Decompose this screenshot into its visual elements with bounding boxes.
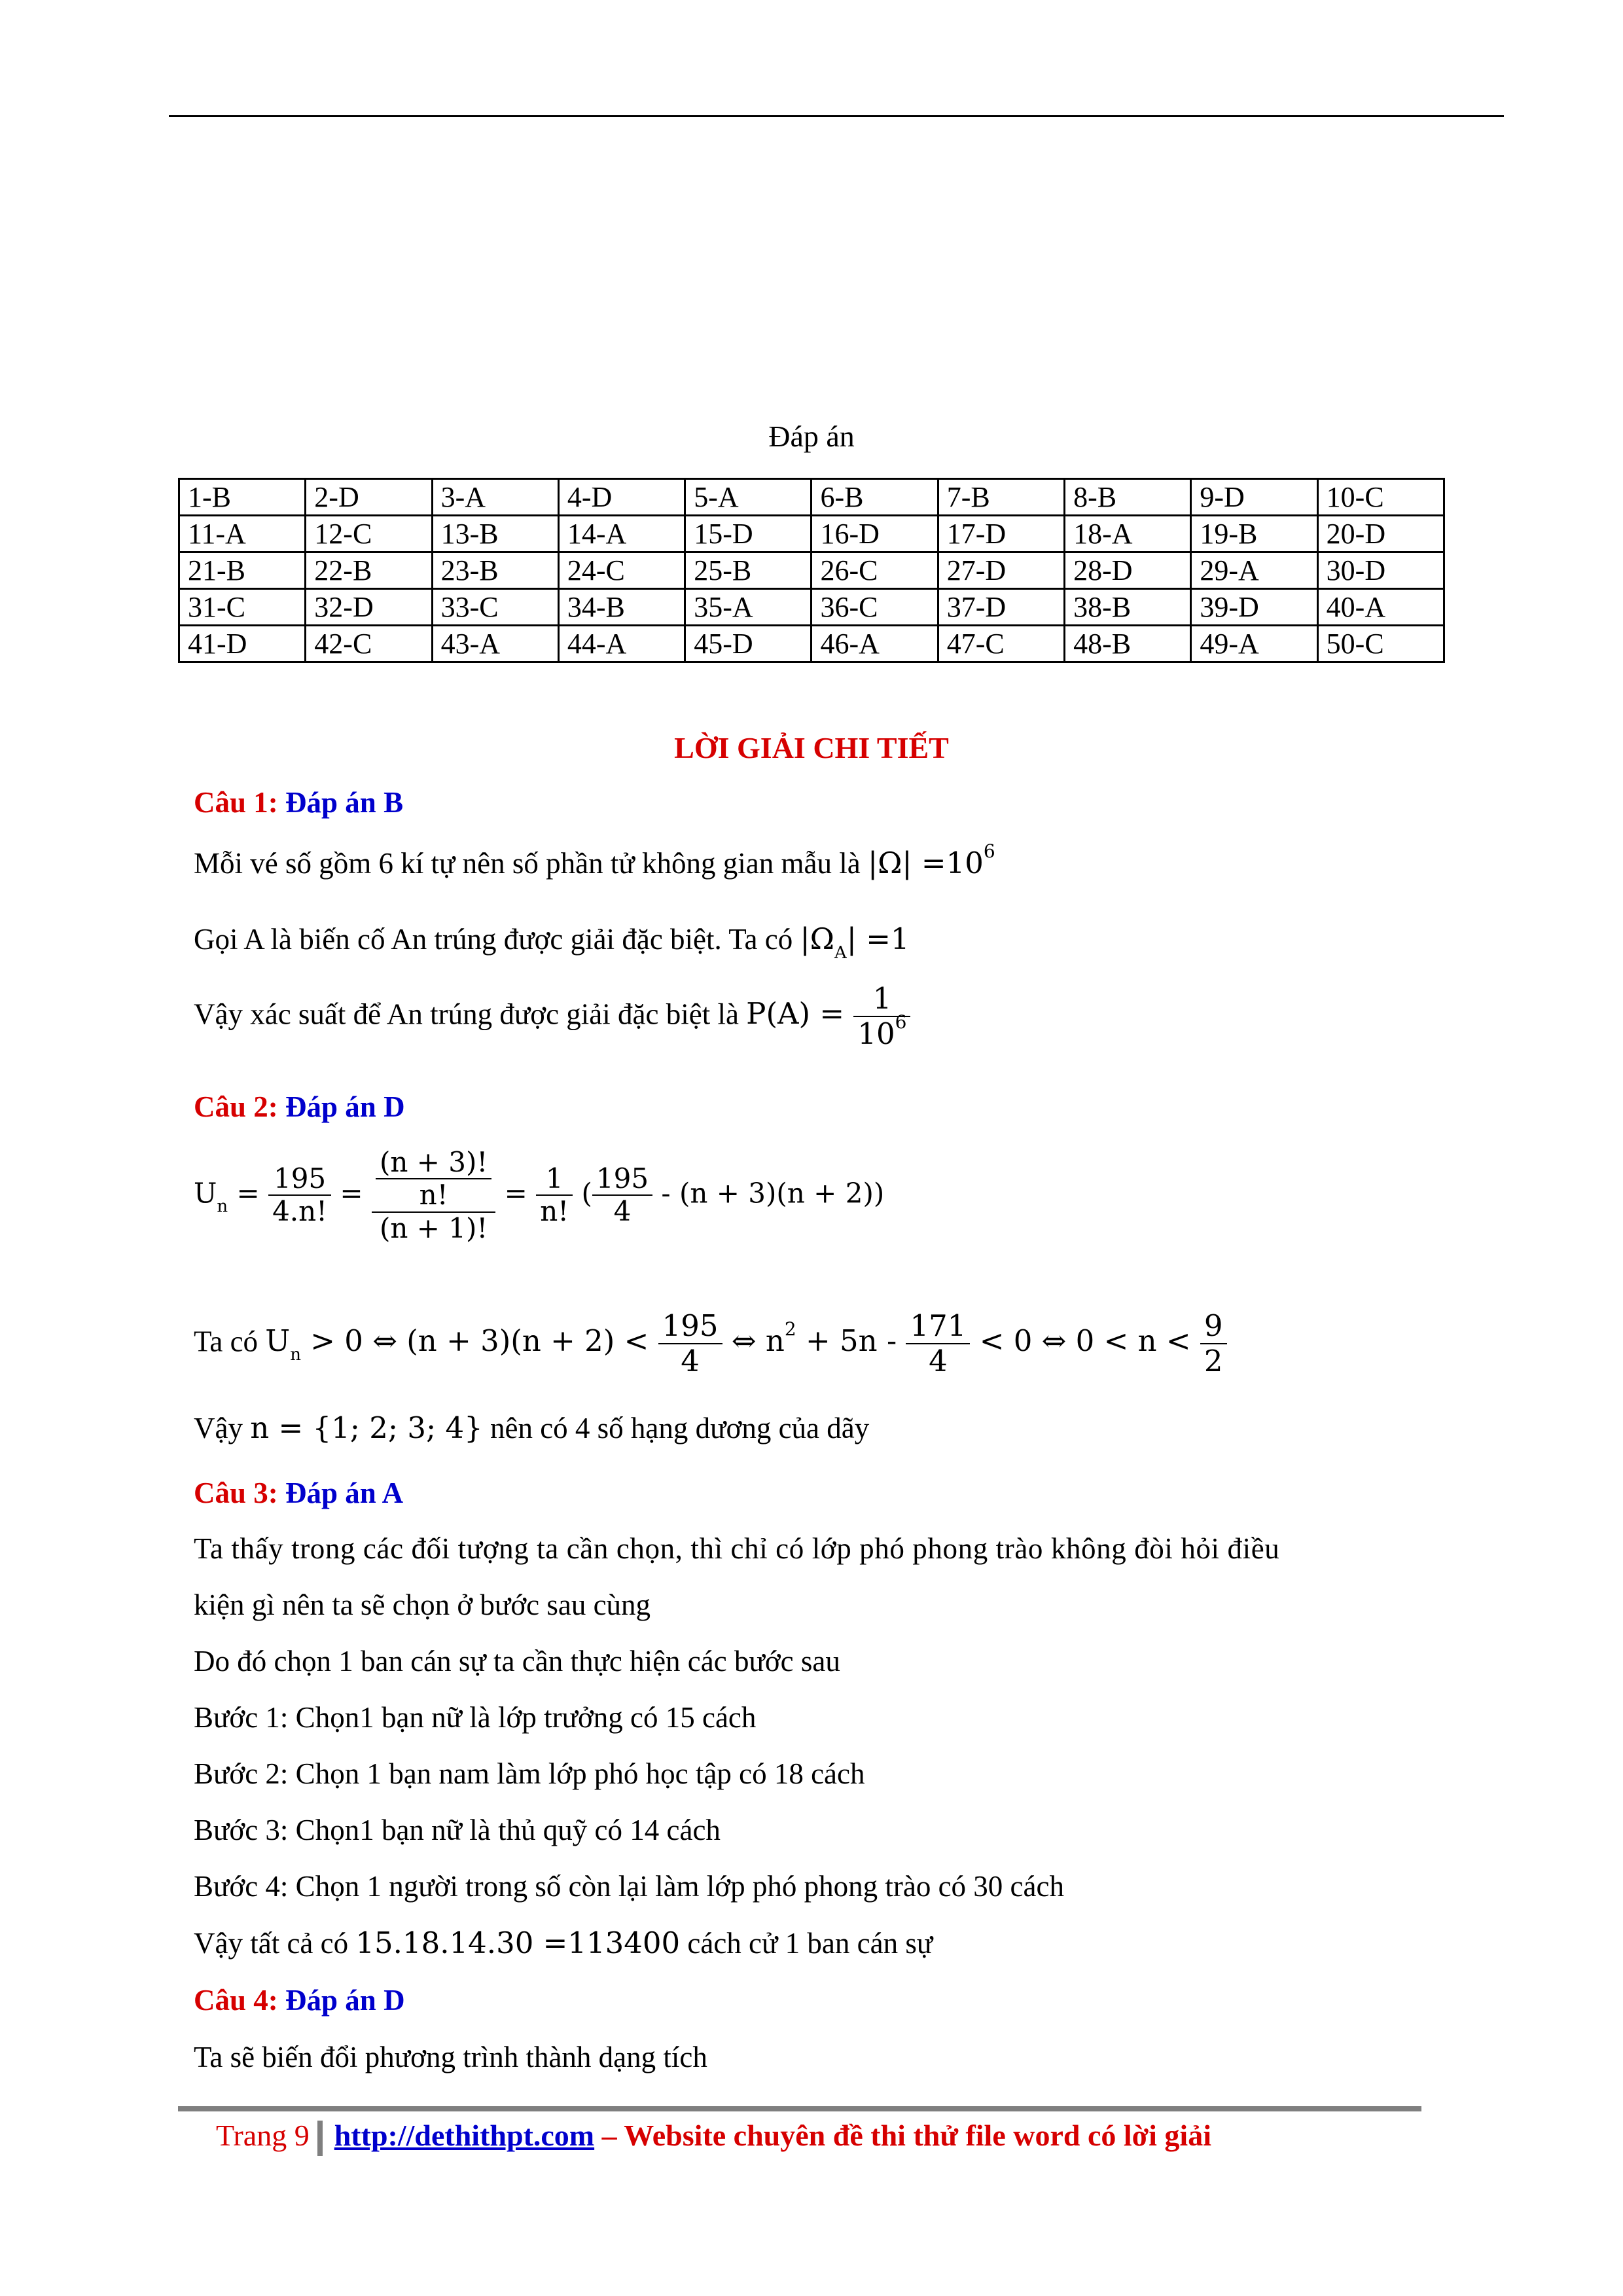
answer-cell: 23-B <box>432 552 558 589</box>
answer-cell: 3-A <box>432 479 558 516</box>
website-link[interactable]: http://dethithpt.com <box>334 2119 595 2152</box>
question-answer: Đáp án A <box>285 1477 404 1509</box>
footer-tagline: – Website chuyên đề thi thử file word có lời giải <box>601 2119 1211 2152</box>
answer-cell: 17-D <box>938 516 1064 552</box>
answer-cell: 37-D <box>938 589 1064 626</box>
answer-cell: 34-B <box>558 589 685 626</box>
answer-cell: 20-D <box>1317 516 1444 552</box>
answer-row <box>179 479 1444 516</box>
answer-cell: 2-D <box>306 479 432 516</box>
answer-cell: 47-C <box>938 626 1064 662</box>
q4-paragraph-1: Ta sẽ biến đổi phương trình thành dạng tích <box>194 2041 707 2073</box>
q1-line-1: Mỗi vé số gồm 6 kí tự nên số phần tử không gian mẫu là $|\Omega| =10^6$ <box>194 840 995 880</box>
question-1-header <box>194 785 403 819</box>
answer-cell: 16-D <box>812 516 938 552</box>
answer-cell: 50-C <box>1317 626 1444 662</box>
answer-cell: 43-A <box>432 626 558 662</box>
answer-cell: 26-C <box>812 552 938 589</box>
q3-step-1: Bước 1: Chọn1 bạn nữ là lớp trưởng có 15 cách <box>194 1701 757 1734</box>
question-3-header <box>194 1476 403 1510</box>
answer-row <box>179 626 1444 662</box>
math-expression: 15.18.14.30 =113400 <box>355 1926 681 1960</box>
q3-step-2: Bước 2: Chọn 1 bạn nam làm lớp phó học tập có 18 cách <box>194 1757 865 1790</box>
answer-key-table <box>178 478 1445 663</box>
answer-cell: 42-C <box>306 626 432 662</box>
answer-cell: 11-A <box>179 516 306 552</box>
question-label: Câu 4: <box>194 1984 278 2017</box>
answer-row <box>179 589 1444 626</box>
question-label: Câu 1: <box>194 786 278 819</box>
q3-step-4: Bước 4: Chọn 1 người trong số còn lại làm lớp phó phong trào có 30 cách <box>194 1870 1064 1903</box>
answer-cell: 9-D <box>1191 479 1317 516</box>
q2-equation-1: $U_n$ = $\frac{195}{4.n!}$ = $\frac{\frac{(n + 3)!}{n!}}{(n + 1)!}$ = $\frac{1}{n!}$ ( $\frac{195}{4}$ - (n + 3)(n + 2)) <box>194 1146 885 1244</box>
q1-line-3: Vậy xác suất để An trúng được giải đặc biệt là P(A) = $\frac{1}{10^6}$ <box>194 982 910 1051</box>
answer-cell: 49-A <box>1191 626 1317 662</box>
answer-cell: 18-A <box>1065 516 1191 552</box>
question-answer: Đáp án D <box>285 1984 405 2017</box>
math-expression: $|\Omega| =10^6$ <box>867 840 995 880</box>
q3-step-3: Bước 3: Chọn1 bạn nữ là thủ quỹ có 14 cách <box>194 1814 721 1846</box>
footer-separator <box>317 2121 323 2156</box>
question-label: Câu 3: <box>194 1477 278 1509</box>
answer-key-caption: Đáp án <box>768 420 855 453</box>
answer-cell: 12-C <box>306 516 432 552</box>
page-number: Trang 9 <box>216 2119 310 2152</box>
question-answer: Đáp án D <box>285 1090 405 1123</box>
answer-cell: 31-C <box>179 589 306 626</box>
math-expression: n = {1; 2; 3; 4} <box>250 1410 483 1445</box>
answer-cell: 28-D <box>1065 552 1191 589</box>
answer-cell: 6-B <box>812 479 938 516</box>
answer-cell: 39-D <box>1191 589 1317 626</box>
math-expression: P(A) = $\frac{1}{10^6}$ <box>746 996 910 1031</box>
answer-row <box>179 552 1444 589</box>
answer-cell: 25-B <box>685 552 812 589</box>
answer-cell: 8-B <box>1065 479 1191 516</box>
answer-cell: 1-B <box>179 479 306 516</box>
answer-cell: 4-D <box>558 479 685 516</box>
answer-cell: 13-B <box>432 516 558 552</box>
answer-cell: 41-D <box>179 626 306 662</box>
q2-line-2: Ta có $U_n > 0$ ⇔ (n + 3)(n + 2) < $\frac{195}{4}$ ⇔ $n^2 + 5n$ - $\frac{171}{4}$ < 0 ⇔ 0 < n < $\frac{9}{2}$ <box>194 1309 1227 1378</box>
answer-cell: 15-D <box>685 516 812 552</box>
answer-cell: 14-A <box>558 516 685 552</box>
q3-paragraph-1b: kiện gì nên ta sẽ chọn ở bước sau cùng <box>194 1588 651 1621</box>
answer-cell: 22-B <box>306 552 432 589</box>
answer-cell: 30-D <box>1317 552 1444 589</box>
q3-paragraph-1: Ta thấy trong các đối tượng ta cần chọn, thì chỉ có lớp phó phong trào không đòi hỏi điều <box>194 1532 1280 1565</box>
answer-cell: 21-B <box>179 552 306 589</box>
question-label: Câu 2: <box>194 1090 278 1123</box>
answer-cell: 27-D <box>938 552 1064 589</box>
page-footer <box>216 2118 1211 2156</box>
answer-cell: 35-A <box>685 589 812 626</box>
math-expression: $|\Omega_A| =1$ <box>800 922 910 963</box>
question-4-header <box>194 1983 405 2017</box>
q2-line-3: Vậy n = {1; 2; 3; 4} nên có 4 số hạng dương của dãy <box>194 1410 870 1445</box>
solutions-heading: LỜI GIẢI CHI TIẾT <box>674 731 949 764</box>
question-answer: Đáp án B <box>285 786 404 819</box>
answer-cell: 33-C <box>432 589 558 626</box>
answer-cell: 46-A <box>812 626 938 662</box>
answer-row <box>179 516 1444 552</box>
answer-cell: 24-C <box>558 552 685 589</box>
math-expression: $U_n > 0$ ⇔ (n + 3)(n + 2) < $\frac{195}{4}$ ⇔ $n^2 + 5n$ - $\frac{171}{4}$ < 0 ⇔ 0 < n < $\frac{9}{2}$ <box>265 1323 1226 1358</box>
answer-cell: 5-A <box>685 479 812 516</box>
answer-cell: 45-D <box>685 626 812 662</box>
q3-paragraph-2: Do đó chọn 1 ban cán sự ta cần thực hiện các bước sau <box>194 1645 840 1677</box>
answer-cell: 48-B <box>1065 626 1191 662</box>
answer-cell: 38-B <box>1065 589 1191 626</box>
q3-conclusion: Vậy tất cả có 15.18.14.30 =113400 cách cử 1 ban cán sự <box>194 1926 933 1960</box>
question-2-header <box>194 1090 405 1124</box>
q1-line-2: Gọi A là biến cố An trúng được giải đặc biệt. Ta có $|\Omega_A| =1$ <box>194 922 910 963</box>
header-rule <box>169 115 1504 117</box>
answer-cell: 19-B <box>1191 516 1317 552</box>
answer-cell: 10-C <box>1317 479 1444 516</box>
footer-rule <box>178 2106 1421 2111</box>
answer-cell: 44-A <box>558 626 685 662</box>
answer-cell: 40-A <box>1317 589 1444 626</box>
answer-cell: 29-A <box>1191 552 1317 589</box>
answer-cell: 32-D <box>306 589 432 626</box>
answer-cell: 7-B <box>938 479 1064 516</box>
answer-cell: 36-C <box>812 589 938 626</box>
